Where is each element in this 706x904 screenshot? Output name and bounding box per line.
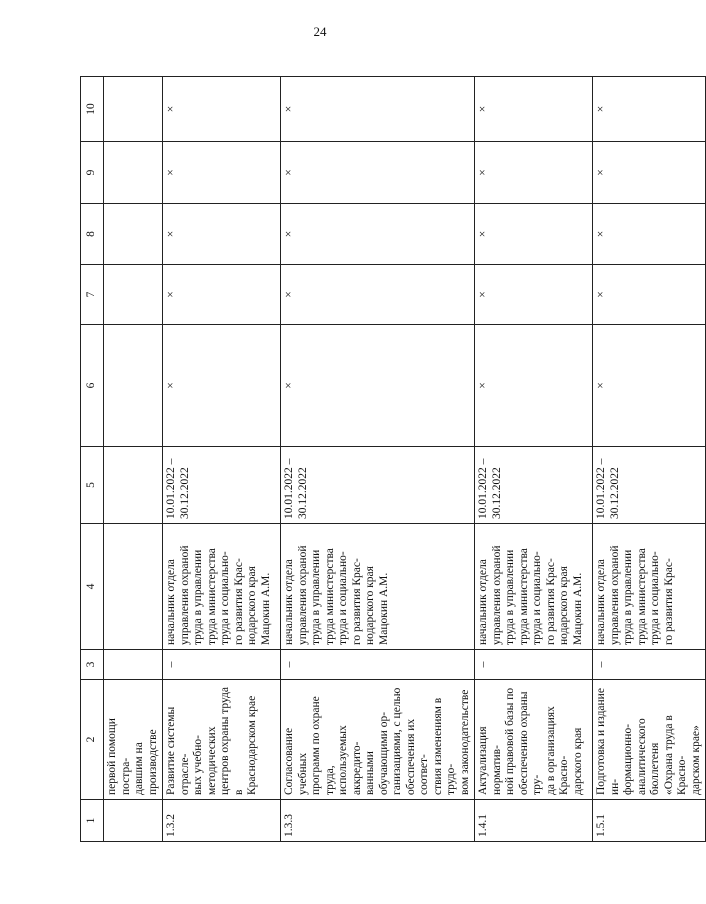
table-row <box>475 77 593 842</box>
responsible-person: начальник отдела управления охраной труда в управлении труда министерства труда и социально- го развития Крас- нодарского края Мацокин А.М. <box>163 524 281 650</box>
table-cell <box>104 204 163 265</box>
table-cell <box>104 800 163 842</box>
table-cell: × <box>593 142 706 204</box>
continuation-row <box>104 77 163 842</box>
activity-name: Согласование учебных программ по охране труда, используемых аккредито- ванными обучающими ор- ганизациями, с целью обеспечения их соответ- ствия изменениям в трудо- вом законодательстве <box>281 680 475 800</box>
period: 10.01.2022 – 30.12.2022 <box>163 447 281 524</box>
table-cell: × <box>475 77 593 142</box>
table-cell: – <box>593 650 706 680</box>
header-cell: 2 <box>81 680 104 800</box>
table-cell: × <box>163 325 281 447</box>
period: 10.01.2022 – 30.12.2022 <box>281 447 475 524</box>
table-cell <box>104 325 163 447</box>
rotated-table-wrapper <box>80 77 702 842</box>
header-cell: 9 <box>81 142 104 204</box>
table-cell <box>104 77 163 142</box>
row-number: 1.5.1 <box>593 800 706 842</box>
table-cell: × <box>163 142 281 204</box>
header-cell: 8 <box>81 204 104 265</box>
header-cell: 1 <box>81 800 104 842</box>
table-cell: × <box>163 265 281 325</box>
header-cell: 3 <box>81 650 104 680</box>
table-cell <box>104 447 163 524</box>
table-cell <box>104 265 163 325</box>
table-cell <box>104 650 163 680</box>
table-cell: – <box>281 650 475 680</box>
table-cell <box>104 142 163 204</box>
responsible-person: начальник отдела управления охраной труда в управлении труда министерства труда и социально- го развития Крас- нодарского края Мацокин А.М. <box>475 524 593 650</box>
table-cell <box>104 524 163 650</box>
header-row <box>81 77 104 842</box>
table-cell: первой помощи постра- давшим на производстве <box>104 680 163 800</box>
header-cell: 5 <box>81 447 104 524</box>
period: 10.01.2022 – 30.12.2022 <box>475 447 593 524</box>
table-cell: × <box>593 204 706 265</box>
table-row <box>163 77 281 842</box>
row-number: 1.4.1 <box>475 800 593 842</box>
table-cell: × <box>593 325 706 447</box>
row-number: 1.3.2 <box>163 800 281 842</box>
table-cell: × <box>163 204 281 265</box>
table-cell: × <box>281 204 475 265</box>
header-cell: 6 <box>81 325 104 447</box>
header-cell: 4 <box>81 524 104 650</box>
plan-table <box>80 76 706 842</box>
table-cell: × <box>593 77 706 142</box>
activity-name: Подготовка и издание ин- формационно- аналитического бюллетеня «Охрана труда в Красно- дарском крае» <box>593 680 706 800</box>
table-cell: × <box>163 77 281 142</box>
table-cell: × <box>281 77 475 142</box>
table-cell: × <box>475 204 593 265</box>
table-cell: × <box>281 325 475 447</box>
responsible-person: начальник отдела управления охраной труда в управлении труда министерства труда и социально- го развития Крас- нодарского края Мацокин А.М. <box>281 524 475 650</box>
header-cell: 7 <box>81 265 104 325</box>
row-number: 1.3.3 <box>281 800 475 842</box>
period: 10.01.2022 – 30.12.2022 <box>593 447 706 524</box>
table-row <box>281 77 475 842</box>
table-cell: – <box>475 650 593 680</box>
table-cell: × <box>593 265 706 325</box>
table-cell: × <box>281 142 475 204</box>
header-cell: 10 <box>81 77 104 142</box>
table-cell: × <box>475 265 593 325</box>
responsible-person: начальник отдела управления охраной труда в управлении труда министерства труда и социально- го развития Крас- <box>593 524 706 650</box>
table-cell: × <box>475 142 593 204</box>
activity-name: Актуализация норматив- ной правовой базы по обеспечению охраны тру- да в организациях Красно- дарского края <box>475 680 593 800</box>
table-cell: × <box>281 265 475 325</box>
table-row <box>593 77 706 842</box>
table-cell: × <box>475 325 593 447</box>
table-cell: – <box>163 650 281 680</box>
page-number: 24 <box>313 24 327 39</box>
activity-name: Развитие системы отрасле- вых учебно-методических центров охраны труда в Краснодарском крае <box>163 680 281 800</box>
